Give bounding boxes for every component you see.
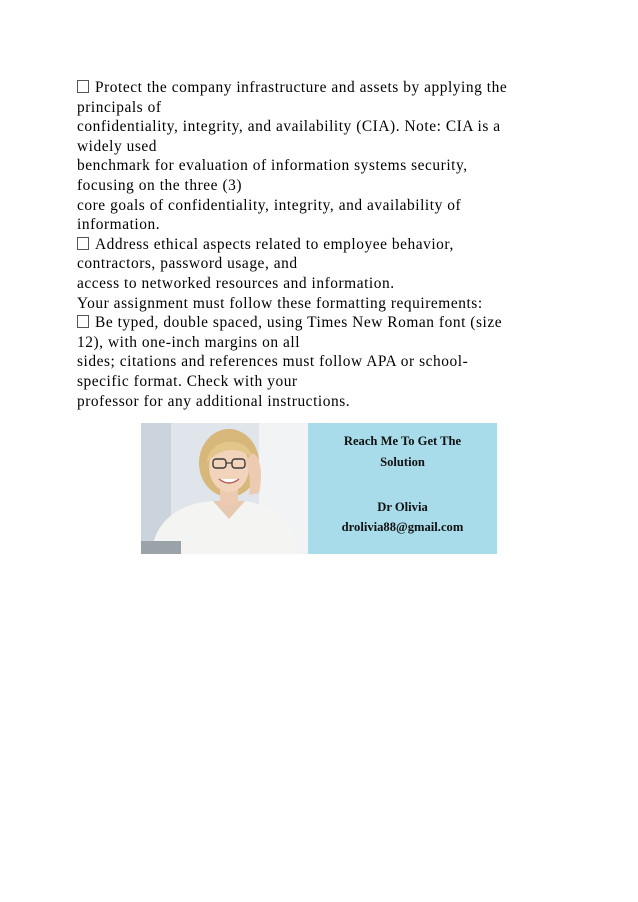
text-line-7: core goals of confidentiality, integrity, and availability of [77, 196, 462, 214]
text-line-14: 12), with one-inch margins on all [77, 333, 301, 351]
text-line-11: access to networked resources and information. [77, 274, 395, 292]
text-line-9: Address ethical aspects related to employee behavior, [77, 235, 577, 255]
text-line-3: confidentiality, integrity, and availability (CIA). Note: CIA is a [77, 118, 501, 136]
contact-email: drolivia88@gmail.com [341, 520, 464, 534]
contact-banner [141, 423, 497, 554]
text-line-6: focusing on the three (3) [77, 176, 243, 194]
bullet-box-icon [77, 237, 89, 250]
text-line-15: sides; citations and references must follow APA or school- [77, 353, 469, 371]
text-line-5: benchmark for evaluation of information systems security, [77, 157, 468, 175]
document-body-text [77, 78, 577, 411]
contact-name: Dr Olivia [377, 500, 428, 514]
woman-photo [141, 423, 308, 554]
banner-heading-line2: Solution [380, 455, 425, 469]
text-line-8: information. [77, 216, 161, 234]
text-line-17: professor for any additional instructions. [77, 392, 351, 410]
contact-info-panel [308, 423, 497, 554]
bullet-box-icon [77, 315, 89, 328]
banner-heading-line1: Reach Me To Get The [343, 434, 462, 448]
text-line-10: contractors, password usage, and [77, 255, 298, 273]
text-line-13: Be typed, double spaced, using Times New Roman font (size [77, 313, 577, 333]
woman-portrait-illustration [141, 423, 308, 554]
text-line-2: principals of [77, 98, 162, 116]
text-line-1: Protect the company infrastructure and assets by applying the [77, 78, 577, 98]
bullet-box-icon [77, 80, 89, 93]
text-line-16: specific format. Check with your [77, 372, 298, 390]
text-line-4: widely used [77, 137, 157, 155]
text-line-12: Your assignment must follow these formatting requirements: [77, 294, 483, 312]
